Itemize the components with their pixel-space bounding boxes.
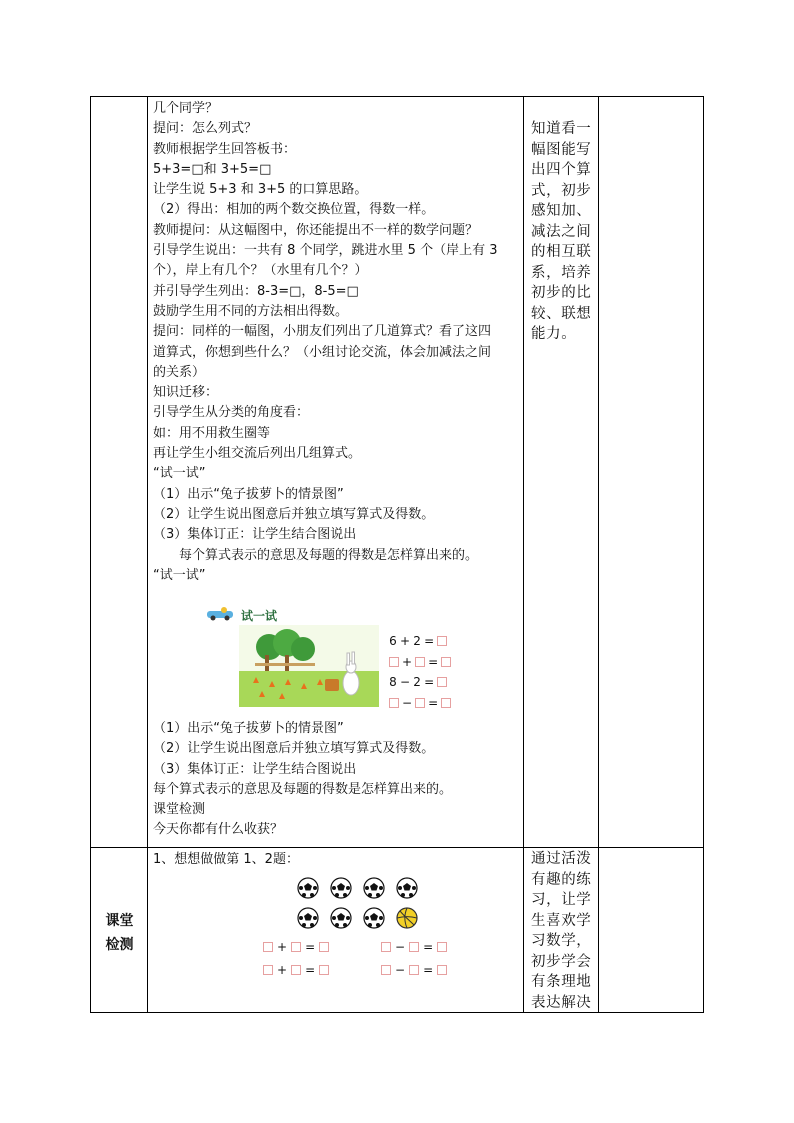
expression-operator: − — [395, 963, 406, 977]
text-line: 让学生说 5+3 和 3+5 的口算思路。 — [153, 182, 368, 198]
equation-equals: = — [424, 675, 435, 690]
equation-number: 2 — [413, 634, 421, 649]
expression-equals: = — [305, 963, 316, 977]
text-line: （3）集体订正：让学生结合图说出 — [153, 527, 357, 543]
equation-row — [389, 652, 469, 673]
text-line: （3）集体订正：让学生结合图说出 — [153, 761, 357, 777]
top-row-after — [153, 719, 523, 841]
equation-number: 6 — [389, 634, 397, 649]
try-it-title: 试一试 — [241, 609, 278, 623]
text-line: 知识迁移： — [153, 385, 219, 401]
note-line: 出四个算 — [531, 162, 592, 178]
text-line: 并引导学生列出：8-3=□，8-5=□ — [153, 283, 359, 299]
expression-equals: = — [423, 940, 434, 954]
text-line: （2）让学生说出图意后并独立填写算式及得数。 — [153, 741, 435, 757]
text-line: 鼓励学生用不同的方法相出得数。 — [153, 303, 349, 319]
expression-row — [381, 963, 447, 977]
text-line: 个），岸上有几个？（水里有几个？） — [153, 263, 368, 279]
soccer-ball-icon — [330, 907, 352, 929]
answer-box[interactable] — [263, 942, 273, 952]
text-line: 提问：怎么列式？ — [153, 121, 258, 137]
note-line: 生喜欢学 — [531, 912, 592, 929]
text-line: 5+3=□和 3+5=□ — [153, 161, 272, 177]
soccer-ball-icon — [363, 877, 385, 899]
volleyball-icon — [396, 907, 418, 929]
top-row-note — [531, 119, 593, 345]
note-line: 初步的比 — [531, 285, 592, 301]
equation-operator: − — [400, 675, 411, 690]
note-line: 能力。 — [531, 326, 577, 342]
expression-equals: = — [423, 963, 434, 977]
soccer-ball-icon — [396, 877, 418, 899]
answer-box[interactable] — [437, 965, 447, 975]
text-line: （2）让学生说出图意后并独立填写算式及得数。 — [153, 506, 435, 522]
answer-box[interactable] — [441, 657, 451, 667]
equation-number: 2 — [413, 675, 421, 690]
text-line: 1、想想做做第 1、2题： — [153, 852, 299, 867]
answer-box[interactable] — [319, 965, 329, 975]
answer-box[interactable] — [409, 942, 419, 952]
column-divider — [598, 97, 599, 1012]
note-line: 知道看一 — [531, 121, 592, 137]
note-line: 习，让学 — [531, 892, 592, 908]
expression-row — [381, 940, 447, 954]
answer-box[interactable] — [291, 942, 301, 952]
answer-box[interactable] — [437, 636, 447, 646]
bottom-row-note — [531, 849, 593, 1013]
text-line: 教师根据学生回答板书： — [153, 141, 297, 157]
text-line: 引导学生从分类的角度看： — [153, 405, 310, 421]
text-line: 每个算式表示的意思及每题的得数是怎样算出来的。 — [153, 781, 453, 797]
soccer-ball-icon — [297, 877, 319, 899]
text-line: 再让学生小组交流后列出几组算式。 — [153, 446, 362, 462]
section-label — [91, 909, 148, 957]
column-divider — [147, 97, 148, 1012]
note-line: 式，初步 — [531, 182, 592, 199]
equation-row — [389, 672, 469, 693]
text-line: 几个同学？ — [153, 101, 219, 116]
equation-row — [389, 631, 469, 652]
answer-box[interactable] — [319, 942, 329, 952]
equation-row — [389, 693, 469, 714]
equation-number: 8 — [389, 675, 397, 690]
top-row-content — [153, 99, 523, 586]
text-line: 课堂检测 — [153, 802, 206, 818]
answer-box[interactable] — [415, 657, 425, 667]
soccer-ball-icon — [330, 877, 352, 899]
answer-box[interactable] — [409, 965, 419, 975]
lesson-table — [90, 96, 704, 1013]
answer-box[interactable] — [389, 657, 399, 667]
note-line: 的相互联 — [531, 244, 592, 260]
ball-figure — [287, 869, 417, 939]
text-line: 教师提问：从这幅图中，你还能提出不一样的数学问题？ — [153, 222, 479, 238]
answer-box[interactable] — [291, 965, 301, 975]
equation-equals: = — [424, 634, 435, 649]
expression-row — [263, 940, 329, 954]
bottom-row-content — [153, 850, 523, 870]
expression-equals: = — [305, 940, 316, 954]
answer-box[interactable] — [389, 698, 399, 708]
note-line: 幅图能写 — [531, 141, 592, 158]
note-line: 初步学会 — [531, 953, 592, 970]
expression-operator: + — [277, 940, 288, 954]
car-icon — [205, 607, 235, 621]
equation-equals: = — [428, 654, 439, 669]
row-divider — [91, 847, 703, 848]
answer-box[interactable] — [381, 942, 391, 952]
text-line: “试一试” — [153, 567, 206, 583]
text-line: 的关系） — [153, 364, 206, 380]
note-line: 有趣的练 — [531, 871, 592, 888]
try-it-equations — [389, 631, 469, 713]
equation-operator: + — [402, 654, 413, 669]
soccer-ball-icon — [363, 907, 385, 929]
text-line: 每个算式表示的意思及每题的得数是怎样算出来的。 — [179, 547, 479, 563]
soccer-ball-icon — [297, 907, 319, 929]
answer-box[interactable] — [263, 965, 273, 975]
text-line: 今天你都有什么收获？ — [153, 822, 284, 838]
note-line: 减法之间 — [531, 223, 592, 240]
equation-equals: = — [428, 695, 439, 710]
try-it-figure — [199, 601, 461, 711]
text-line: 道算式，你想到些什么？（小组讨论交流，体会加减法之间 — [153, 344, 492, 360]
text-line: （1）出示“兔子拔萝卜的情景图” — [153, 721, 344, 736]
expression-operator: + — [277, 963, 288, 977]
answer-box[interactable] — [415, 698, 425, 708]
expression-row — [263, 963, 329, 977]
note-line: 习数学， — [531, 933, 592, 949]
note-line: 系，培养 — [531, 264, 592, 281]
text-line: （1）出示“兔子拔萝卜的情景图” — [153, 486, 344, 502]
label-line: 检测 — [105, 937, 134, 953]
text-line: 提问：同样的一幅图，小朋友们列出了几道算式？看了这四 — [153, 324, 492, 340]
label-line: 课堂 — [105, 913, 134, 929]
equation-operator: + — [400, 634, 411, 649]
rabbit-carrot-scene — [239, 625, 379, 707]
column-divider — [523, 97, 524, 1012]
note-line: 通过活泼 — [531, 851, 592, 867]
answer-box[interactable] — [437, 942, 447, 952]
text-line: （2）得出：相加的两个数交换位置，得数一样。 — [153, 202, 435, 218]
text-line: “试一试” — [153, 466, 206, 482]
note-line: 感知加、 — [531, 203, 592, 219]
expression-operator: − — [395, 940, 406, 954]
note-line: 表达解决 — [531, 994, 592, 1011]
text-line: 引导学生说出：一共有 8 个同学，跳进水里 5 个（岸上有 3 — [153, 243, 498, 259]
answer-box[interactable] — [381, 965, 391, 975]
note-line: 较、联想 — [531, 305, 592, 322]
equation-operator: − — [402, 695, 413, 710]
note-line: 有条理地 — [531, 974, 592, 990]
text-line: 如：用不用救生圈等 — [153, 425, 271, 441]
answer-box[interactable] — [441, 698, 451, 708]
answer-box[interactable] — [437, 677, 447, 687]
